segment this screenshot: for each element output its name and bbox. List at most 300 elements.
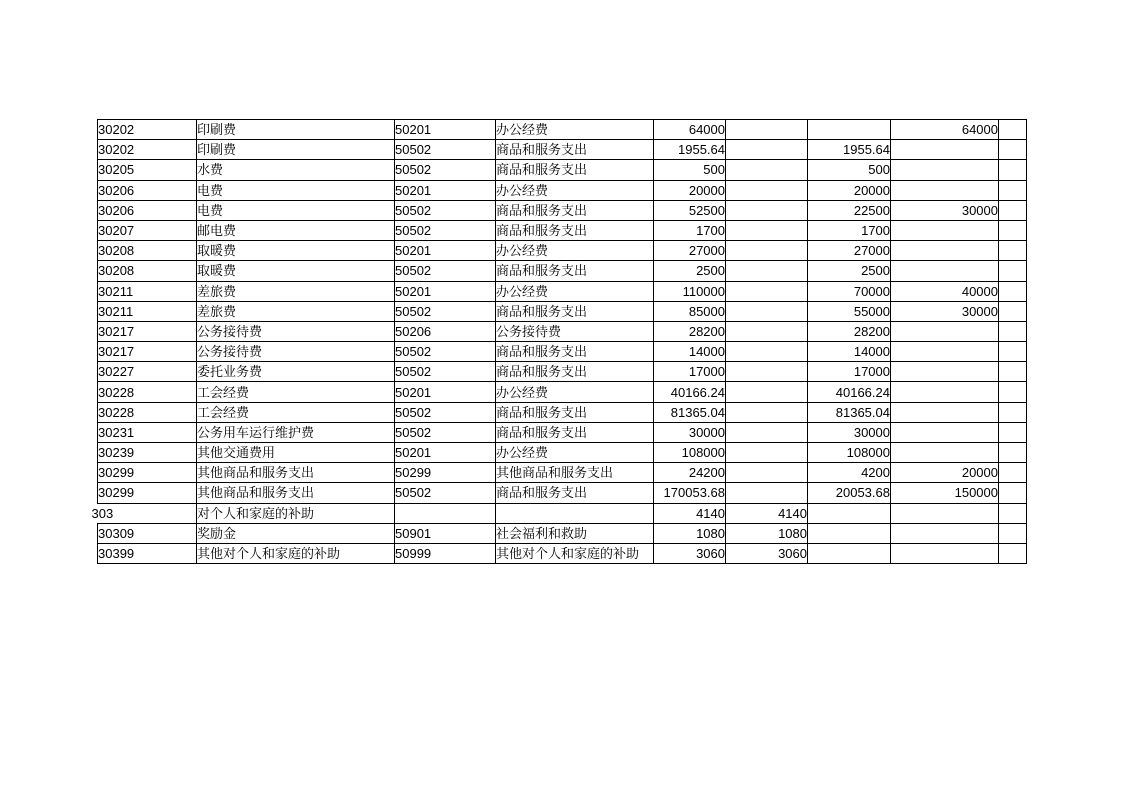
cell-text: 取暖费 (197, 263, 237, 279)
table-cell (654, 422, 726, 442)
cell-text: 4200 (861, 465, 890, 481)
cell-text: 奖励金 (197, 525, 237, 541)
table-cell (999, 200, 1027, 220)
cell-text: 110000 (682, 283, 725, 299)
cell-text: 办公经费 (496, 122, 549, 138)
table-cell (999, 362, 1027, 382)
table-cell (654, 180, 726, 200)
cell-text: 30000 (961, 303, 998, 319)
cell-text: 50502 (395, 485, 432, 501)
table-cell (891, 220, 999, 240)
table-cell (999, 261, 1027, 281)
cell-text: 30208 (98, 263, 135, 279)
cell-text: 3060 (696, 546, 725, 562)
cell-text: 30211 (98, 303, 134, 319)
table-cell (395, 241, 496, 261)
table-cell (98, 200, 197, 220)
cell-text: 商品和服务支出 (496, 223, 588, 239)
table-cell (891, 321, 999, 341)
cell-text: 14000 (853, 344, 890, 360)
cell-text: 1080 (696, 525, 725, 541)
table-cell (496, 362, 654, 382)
cell-text: 1700 (861, 223, 890, 239)
table-cell (891, 180, 999, 200)
cell-text: 1080 (778, 525, 807, 541)
table-cell (891, 422, 999, 442)
table-cell (726, 443, 808, 463)
table-cell (197, 180, 395, 200)
cell-text: 17000 (853, 364, 890, 380)
cell-text: 30206 (98, 202, 135, 218)
cell-text: 4140 (778, 505, 807, 521)
table-cell (808, 140, 891, 160)
table-cell (891, 443, 999, 463)
table-cell (808, 261, 891, 281)
table-cell (654, 402, 726, 422)
cell-text: 30217 (98, 323, 135, 339)
table-cell (654, 220, 726, 240)
cell-text: 64000 (961, 122, 998, 138)
table-row (98, 382, 1027, 402)
table-cell (197, 342, 395, 362)
cell-text: 30206 (98, 182, 135, 198)
table-row (98, 120, 1027, 140)
table-cell (999, 463, 1027, 483)
table-cell (726, 180, 808, 200)
table-cell (808, 180, 891, 200)
cell-text: 64000 (688, 122, 725, 138)
cell-text: 公务接待费 (496, 323, 562, 339)
cell-text: 商品和服务支出 (496, 202, 588, 218)
cell-text: 差旅费 (197, 303, 237, 319)
table-cell (654, 301, 726, 321)
table-cell (395, 120, 496, 140)
table-cell (197, 443, 395, 463)
cell-text: 商品和服务支出 (496, 344, 588, 360)
cell-text: 办公经费 (496, 384, 549, 400)
table-cell (891, 301, 999, 321)
cell-text: 50502 (395, 404, 432, 420)
table-cell (496, 220, 654, 240)
table-cell (654, 281, 726, 301)
table-row (98, 483, 1027, 503)
table-cell (496, 443, 654, 463)
table-cell (999, 180, 1027, 200)
cell-text: 4140 (696, 505, 725, 521)
table-cell (496, 483, 654, 503)
table-cell (654, 523, 726, 543)
cell-text: 30228 (98, 384, 135, 400)
table-cell (999, 140, 1027, 160)
cell-text: 40166.24 (670, 384, 725, 400)
table-cell (999, 422, 1027, 442)
table-cell (726, 463, 808, 483)
table-cell (98, 180, 197, 200)
table-cell (197, 241, 395, 261)
cell-text: 2500 (696, 263, 725, 279)
cell-text: 50502 (395, 263, 432, 279)
cell-text: 30207 (98, 223, 135, 239)
table-cell (999, 321, 1027, 341)
table-cell (891, 382, 999, 402)
table-cell (395, 463, 496, 483)
cell-text: 商品和服务支出 (496, 364, 588, 380)
table-cell (654, 160, 726, 180)
table-cell (891, 483, 999, 503)
cell-text: 工会经费 (197, 384, 250, 400)
table-cell (999, 301, 1027, 321)
table-cell (496, 301, 654, 321)
table-cell (726, 543, 808, 563)
table-cell (496, 382, 654, 402)
table-cell (726, 241, 808, 261)
table-cell (808, 463, 891, 483)
table-cell (726, 523, 808, 543)
table-cell (999, 483, 1027, 503)
table-cell (891, 503, 999, 523)
table-cell (496, 321, 654, 341)
cell-text: 委托业务费 (197, 364, 263, 380)
table-cell (496, 120, 654, 140)
cell-text: 商品和服务支出 (496, 404, 588, 420)
table-cell (98, 281, 197, 301)
cell-text: 其他商品和服务支出 (197, 485, 315, 501)
cell-text: 1955.64 (678, 142, 725, 158)
cell-text: 30399 (98, 546, 135, 562)
table-cell (496, 180, 654, 200)
cell-text: 81365.04 (670, 404, 725, 420)
table-cell (891, 342, 999, 362)
table-cell (496, 402, 654, 422)
table-cell (654, 463, 726, 483)
table-cell (197, 402, 395, 422)
table-cell (726, 483, 808, 503)
cell-text: 公务用车运行维护费 (197, 424, 315, 440)
table-cell (808, 422, 891, 442)
cell-text: 水费 (197, 162, 224, 178)
cell-text: 108000 (846, 445, 890, 461)
cell-text: 27000 (853, 243, 890, 259)
table-row (98, 342, 1027, 362)
table-cell (654, 200, 726, 220)
cell-text: 500 (868, 162, 890, 178)
table-cell (891, 140, 999, 160)
table-cell (808, 443, 891, 463)
cell-text: 150000 (954, 485, 998, 501)
table-cell (395, 483, 496, 503)
table-cell (98, 140, 197, 160)
table-cell (808, 200, 891, 220)
table-cell (999, 220, 1027, 240)
table-cell (98, 422, 197, 442)
table-cell (808, 362, 891, 382)
table-cell (654, 261, 726, 281)
cell-text: 其他交通费用 (197, 445, 276, 461)
table-cell (98, 543, 197, 563)
table-cell (726, 422, 808, 442)
cell-text: 50201 (395, 445, 432, 461)
table-cell (91, 503, 197, 523)
table-cell (808, 120, 891, 140)
cell-text: 20000 (853, 182, 890, 198)
cell-text: 50502 (395, 202, 432, 218)
table-cell (197, 422, 395, 442)
table-cell (395, 342, 496, 362)
table-cell (654, 362, 726, 382)
table-cell (726, 382, 808, 402)
table-cell (496, 543, 654, 563)
table-cell (808, 402, 891, 422)
cell-text: 1700 (696, 223, 725, 239)
table-cell (654, 443, 726, 463)
table-cell (891, 463, 999, 483)
table-cell (197, 220, 395, 240)
table-cell (496, 463, 654, 483)
table-row (98, 443, 1027, 463)
table-cell (891, 200, 999, 220)
cell-text: 85000 (688, 303, 725, 319)
cell-text: 电费 (197, 182, 224, 198)
table-cell (496, 523, 654, 543)
table-cell (808, 281, 891, 301)
table-cell (999, 120, 1027, 140)
table-cell (999, 382, 1027, 402)
cell-text: 对个人和家庭的补助 (197, 505, 315, 521)
cell-text: 商品和服务支出 (496, 485, 588, 501)
cell-text: 24200 (688, 465, 725, 481)
table-cell (496, 140, 654, 160)
table-cell (197, 362, 395, 382)
cell-text: 50502 (395, 364, 432, 380)
table-row (98, 503, 1027, 523)
table-cell (808, 241, 891, 261)
budget-table-body (91, 120, 1027, 564)
table-cell (726, 120, 808, 140)
cell-text: 40166.24 (835, 384, 890, 400)
table-cell (98, 342, 197, 362)
cell-text: 办公经费 (496, 445, 549, 461)
table-cell (891, 362, 999, 382)
table-cell (395, 543, 496, 563)
table-cell (726, 503, 808, 523)
table-cell (726, 200, 808, 220)
cell-text: 27000 (688, 243, 725, 259)
cell-text: 50201 (395, 283, 432, 299)
table-cell (197, 200, 395, 220)
cell-text: 30239 (98, 445, 135, 461)
cell-text: 70000 (853, 283, 890, 299)
cell-text: 印刷费 (197, 142, 237, 158)
cell-text: 工会经费 (197, 404, 250, 420)
table-cell (496, 281, 654, 301)
table-cell (654, 543, 726, 563)
table-cell (999, 543, 1027, 563)
table-cell (654, 342, 726, 362)
table-cell (395, 321, 496, 341)
table-cell (197, 463, 395, 483)
cell-text: 邮电费 (197, 223, 237, 239)
cell-text: 办公经费 (496, 283, 549, 299)
cell-text: 公务接待费 (197, 344, 263, 360)
table-cell (395, 443, 496, 463)
table-cell (808, 483, 891, 503)
table-cell (891, 523, 999, 543)
cell-text: 3060 (778, 546, 807, 562)
table-cell (395, 523, 496, 543)
cell-text: 30299 (98, 485, 135, 501)
table-cell (98, 321, 197, 341)
cell-text: 商品和服务支出 (496, 263, 588, 279)
table-cell (726, 220, 808, 240)
table-cell (726, 342, 808, 362)
cell-text: 30000 (688, 424, 725, 440)
cell-text: 商品和服务支出 (496, 142, 588, 158)
table-cell (197, 523, 395, 543)
table-cell (197, 382, 395, 402)
table-row (98, 160, 1027, 180)
table-cell (808, 321, 891, 341)
table-cell (197, 543, 395, 563)
cell-text: 108000 (681, 445, 725, 461)
table-cell (891, 241, 999, 261)
cell-text: 20000 (688, 182, 725, 198)
table-cell (395, 301, 496, 321)
table-cell (197, 261, 395, 281)
cell-text: 办公经费 (496, 182, 549, 198)
table-cell (891, 261, 999, 281)
table-cell (496, 422, 654, 442)
cell-text: 50502 (395, 223, 432, 239)
cell-text: 50201 (395, 182, 432, 198)
cell-text: 50901 (395, 525, 432, 541)
table-cell (197, 321, 395, 341)
cell-text: 30211 (98, 283, 134, 299)
table-cell (726, 301, 808, 321)
cell-text: 50999 (395, 546, 432, 562)
table-row (98, 180, 1027, 200)
table-cell (395, 382, 496, 402)
table-cell (98, 443, 197, 463)
cell-text: 30208 (98, 243, 135, 259)
cell-text: 55000 (853, 303, 890, 319)
table-cell (98, 463, 197, 483)
table-cell (98, 160, 197, 180)
cell-text: 40000 (961, 283, 998, 299)
cell-text: 商品和服务支出 (496, 424, 588, 440)
table-cell (999, 402, 1027, 422)
cell-text: 其他商品和服务支出 (197, 465, 315, 481)
table-row (98, 321, 1027, 341)
table-cell (891, 543, 999, 563)
cell-text: 2500 (861, 263, 890, 279)
table-cell (395, 220, 496, 240)
table-row (98, 543, 1027, 563)
cell-text: 30202 (98, 122, 135, 138)
table-cell (98, 241, 197, 261)
cell-text: 公务接待费 (197, 323, 263, 339)
cell-text: 商品和服务支出 (496, 162, 588, 178)
table-cell (999, 503, 1027, 523)
table-cell (654, 140, 726, 160)
table-cell (395, 503, 496, 523)
cell-text: 取暖费 (197, 243, 237, 259)
cell-text: 50201 (395, 122, 432, 138)
table-cell (395, 402, 496, 422)
table-cell (999, 160, 1027, 180)
table-row (98, 422, 1027, 442)
table-row (98, 463, 1027, 483)
table-cell (654, 120, 726, 140)
table-cell (496, 200, 654, 220)
cell-text: 电费 (197, 202, 224, 218)
table-cell (726, 281, 808, 301)
table-cell (808, 220, 891, 240)
table-cell (808, 160, 891, 180)
table-cell (395, 281, 496, 301)
cell-text: 30000 (961, 202, 998, 218)
cell-text: 170053.68 (663, 485, 725, 501)
table-cell (98, 402, 197, 422)
table-cell (98, 362, 197, 382)
cell-text: 办公经费 (496, 243, 549, 259)
table-cell (654, 241, 726, 261)
table-row (98, 140, 1027, 160)
table-cell (726, 261, 808, 281)
cell-text: 81365.04 (835, 404, 890, 420)
table-cell (98, 261, 197, 281)
table-cell (98, 523, 197, 543)
table-row (98, 523, 1027, 543)
table-cell (726, 402, 808, 422)
table-cell (999, 342, 1027, 362)
table-cell (197, 301, 395, 321)
table-cell (395, 180, 496, 200)
table-cell (197, 503, 395, 523)
cell-text: 50201 (395, 243, 432, 259)
cell-text: 30227 (98, 364, 135, 380)
table-cell (98, 120, 197, 140)
table-cell (808, 342, 891, 362)
budget-table (91, 119, 1027, 564)
cell-text: 20000 (961, 465, 998, 481)
cell-text: 20053.68 (835, 485, 890, 501)
table-cell (999, 443, 1027, 463)
table-cell (197, 483, 395, 503)
table-cell (197, 140, 395, 160)
table-cell (395, 140, 496, 160)
table-cell (197, 160, 395, 180)
table-cell (808, 503, 891, 523)
cell-text: 差旅费 (197, 283, 237, 299)
cell-text: 28200 (853, 323, 890, 339)
cell-text: 50502 (395, 344, 432, 360)
cell-text: 1955.64 (843, 142, 890, 158)
table-cell (395, 261, 496, 281)
table-cell (808, 523, 891, 543)
cell-text: 印刷费 (197, 122, 237, 138)
cell-text: 30000 (853, 424, 890, 440)
table-cell (726, 140, 808, 160)
cell-text: 50299 (395, 465, 432, 481)
cell-text: 其他对个人和家庭的补助 (197, 546, 341, 562)
table-cell (891, 120, 999, 140)
table-cell (808, 543, 891, 563)
table-cell (395, 362, 496, 382)
cell-text: 50502 (395, 424, 432, 440)
table-cell (999, 523, 1027, 543)
cell-text: 商品和服务支出 (496, 303, 588, 319)
table-cell (726, 321, 808, 341)
